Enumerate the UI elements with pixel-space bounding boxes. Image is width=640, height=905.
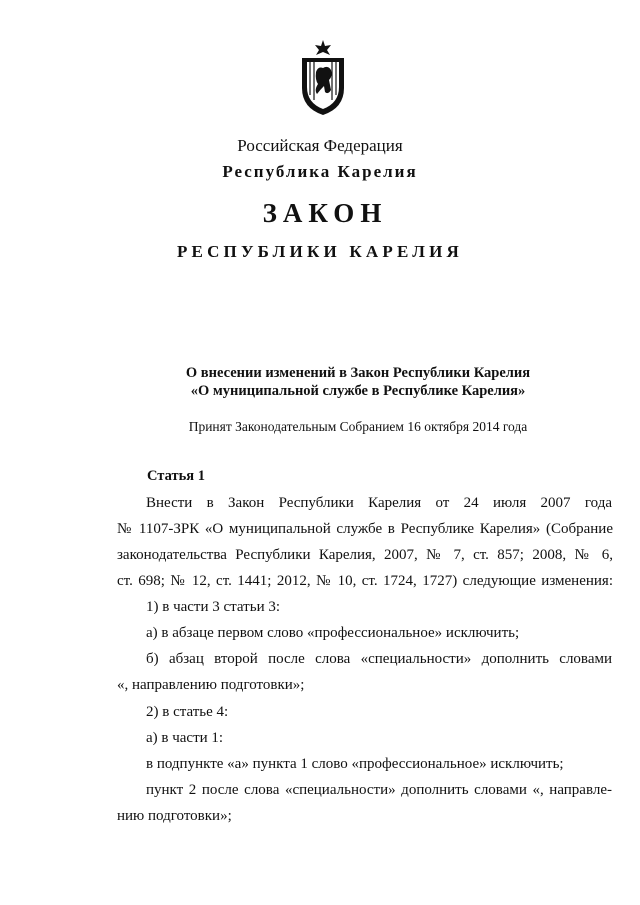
paragraph-line: Внести в Закон Республики Карелия от 24 июля 2007 года bbox=[146, 495, 612, 511]
list-item: 2) в статье 4: bbox=[146, 704, 229, 720]
list-item: «, направлению подготовки»; bbox=[117, 677, 305, 693]
list-item: 1) в части 3 статьи 3: bbox=[146, 599, 281, 615]
law-heading-subtitle: РЕСПУБЛИКИ КАРЕЛИЯ bbox=[176, 242, 464, 261]
law-title bbox=[38, 364, 640, 400]
adoption-note: Принят Законодательным Собранием 16 октября 2014 года bbox=[188, 419, 528, 434]
list-item: б) абзац второй после слова «специальности» дополнить словами bbox=[146, 651, 612, 667]
list-item: нию подготовки»; bbox=[117, 808, 232, 824]
list-item: а) в части 1: bbox=[146, 730, 224, 746]
paragraph-line: ст. 698; № 12, ст. 1441; 2012, № 10, ст. 1724, 1727) следующие изменения: bbox=[117, 573, 613, 589]
paragraph-line: № 1107-ЗРК «О муниципальной службе в Республике Карелия» (Собрание bbox=[117, 521, 613, 537]
article-heading: Статья 1 bbox=[147, 468, 205, 484]
federation-name: Российская Федерация bbox=[237, 136, 403, 155]
paragraph-line: законодательства Республики Карелия, 2007, № 7, ст. 857; 2008, № 6, bbox=[117, 547, 613, 563]
list-item: в подпункте «а» пункта 1 слово «профессиональное» исключить; bbox=[146, 756, 564, 772]
law-title-line: О внесении изменений в Закон Республики Карелия bbox=[185, 365, 531, 381]
law-title-line: «О муниципальной службе в Республике Карелия» bbox=[190, 383, 526, 399]
list-item: а) в абзаце первом слово «профессиональное» исключить; bbox=[146, 625, 520, 641]
law-heading: ЗАКОН bbox=[262, 198, 388, 228]
list-item: пункт 2 после слова «специальности» дополнить словами «, направле- bbox=[146, 782, 612, 798]
republic-name: Республика Карелия bbox=[222, 162, 418, 181]
karelia-coat-of-arms-icon bbox=[298, 40, 348, 116]
